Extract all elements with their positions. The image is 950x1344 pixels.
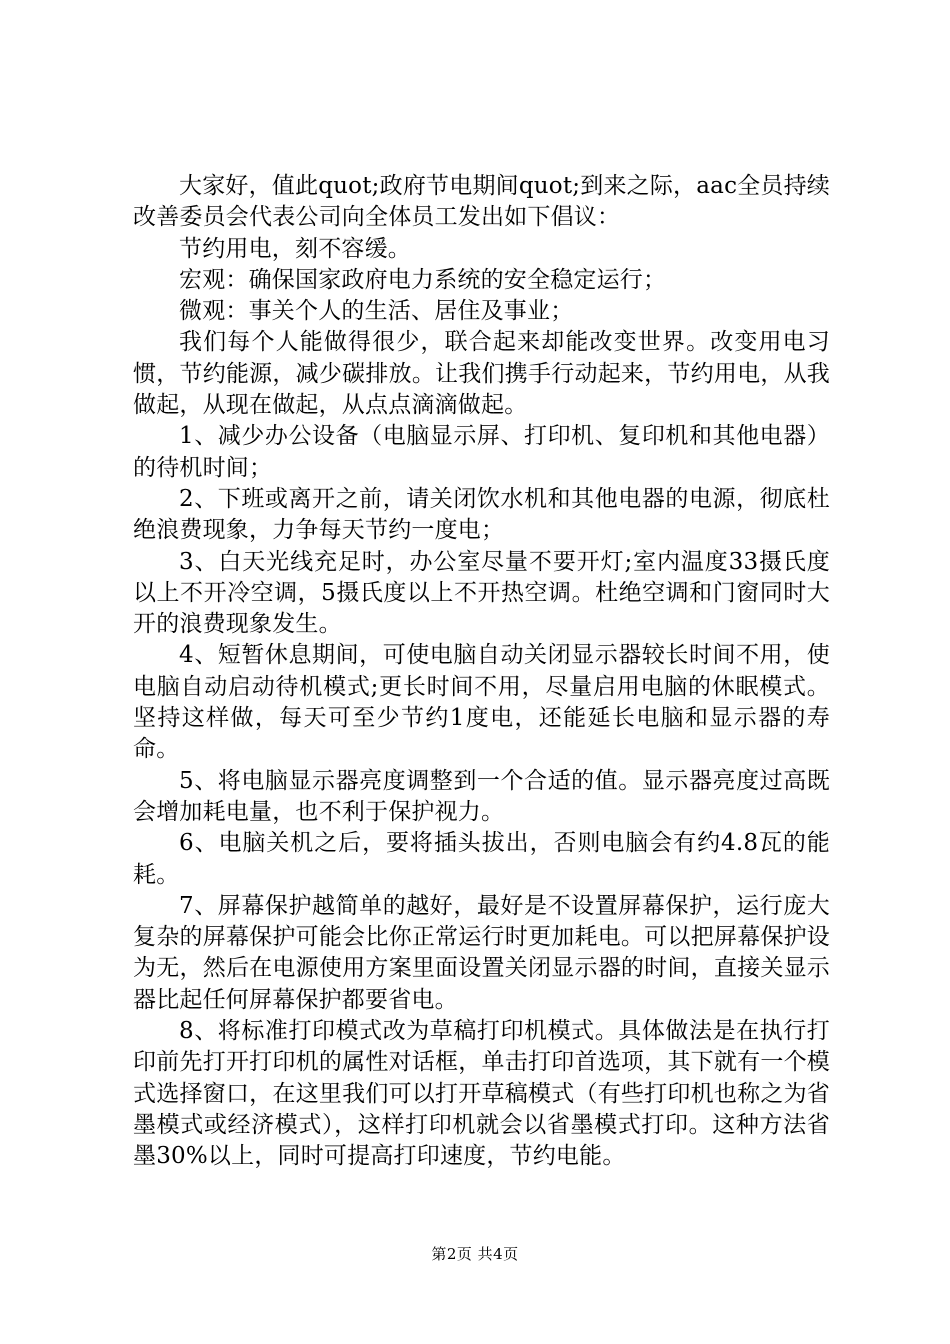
list-item-1: 1、减少办公设备（电脑显示屏、打印机、复印机和其他电器）的待机时间；	[133, 423, 830, 481]
paragraph-macro: 宏观：确保国家政府电力系统的安全稳定运行；	[179, 266, 667, 293]
list-item-8: 8、将标准打印模式改为草稿打印机模式。具体做法是在执行打印前先打开打印机的属性对话框，单击打印首选项，其下就有一个模式选择窗口，在这里我们可以打开草稿模式（有些打印机也称之为省墨模式或经济模式），这样打印机就会以省墨模式打印。这种方法省墨30%以上，同时可提高打印速度，节约电能。	[133, 1018, 830, 1170]
list-item-3: 3、白天光线充足时，办公室尽量不要开灯;室内温度33摄氏度以上不开冷空调，5摄氏度以上不开热空调。杜绝空调和门窗同时大开的浪费现象发生。	[133, 548, 830, 638]
list-item-7: 7、屏幕保护越简单的越好，最好是不设置屏幕保护，运行庞大复杂的屏幕保护可能会比你正常运行时更加耗电。可以把屏幕保护设为无，然后在电源使用方案里面设置关闭显示器的时间，直接关显示器比起任何屏幕保护都要省电。	[133, 892, 830, 1013]
paragraph-micro: 微观：事关个人的生活、居住及事业；	[179, 298, 574, 325]
document-body	[133, 171, 830, 1173]
list-item-2: 2、下班或离开之前，请关闭饮水机和其他电器的电源，彻底杜绝浪费现象，力争每天节约一度电；	[133, 485, 830, 544]
list-item-5: 5、将电脑显示器亮度调整到一个合适的值。显示器亮度过高既会增加耗电量，也不利于保护视力。	[133, 767, 830, 825]
paragraph-greeting: 大家好，值此quot;政府节电期间quot;到来之际，aac全员持续改善委员会代表公司向全体员工发出如下倡议：	[133, 173, 830, 231]
list-item-4: 4、短暂休息期间，可使电脑自动关闭显示器较长时间不用，使电脑自动启动待机模式;更长时间不用，尽量启用电脑的休眠模式。坚持这样做，每天可至少节约1度电，还能延长电脑和显示器的寿命。	[133, 642, 830, 763]
page-number-footer: 第2页 共4页	[431, 1245, 519, 1263]
paragraph-slogan: 节约用电，刻不容缓。	[179, 235, 411, 262]
list-item-6: 6、电脑关机之后，要将插头拔出，否则电脑会有约4.8瓦的能耗。	[133, 830, 830, 888]
paragraph-call-to-action: 我们每个人能做得很少，联合起来却能改变世界。改变用电习惯，节约能源，减少碳排放。让我们携手行动起来，节约用电，从我做起，从现在做起，从点点滴滴做起。	[133, 329, 830, 419]
